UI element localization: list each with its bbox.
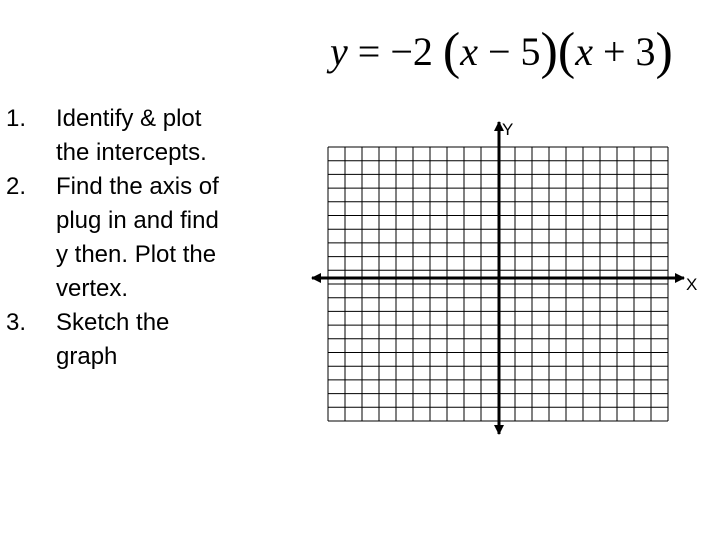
step-item: [6, 102, 256, 170]
factor2-variable: x: [575, 29, 593, 74]
step-text-line: y then. Plot the: [56, 241, 217, 268]
factor1-variable: x: [460, 29, 478, 74]
y-axis-label: Y: [502, 120, 514, 139]
step-number: 2.: [6, 173, 27, 200]
equation-equals: =: [357, 29, 381, 74]
open-paren: (: [557, 23, 576, 80]
step-text-line: Sketch the: [56, 309, 170, 336]
step-text-line: Find the axis of: [56, 173, 219, 200]
factor1-operator: −: [487, 29, 511, 74]
step-text-line: graph: [56, 343, 118, 370]
x-axis-label: X: [686, 275, 698, 294]
step-number: 3.: [6, 309, 27, 336]
factor2-operator: +: [602, 29, 626, 74]
step-text-line: Identify & plot: [56, 105, 202, 132]
step-item: [6, 170, 256, 306]
coordinate-plane: [300, 110, 720, 440]
step-number: 1.: [6, 105, 27, 132]
factor1-constant: 5: [520, 29, 541, 74]
equation: [330, 24, 680, 80]
equation-y: y: [330, 29, 348, 74]
factor2-constant: 3: [635, 29, 656, 74]
step-text-line: vertex.: [56, 275, 129, 302]
close-paren: ): [540, 23, 558, 80]
instruction-steps: [6, 102, 256, 374]
open-paren: (: [442, 23, 461, 80]
equation-coefficient: −2: [390, 29, 433, 74]
graph-svg: [300, 110, 720, 440]
step-text-line: plug in and find: [56, 207, 219, 234]
close-paren: ): [655, 23, 673, 80]
step-text-line: the intercepts.: [56, 139, 207, 166]
step-item: [6, 306, 256, 374]
